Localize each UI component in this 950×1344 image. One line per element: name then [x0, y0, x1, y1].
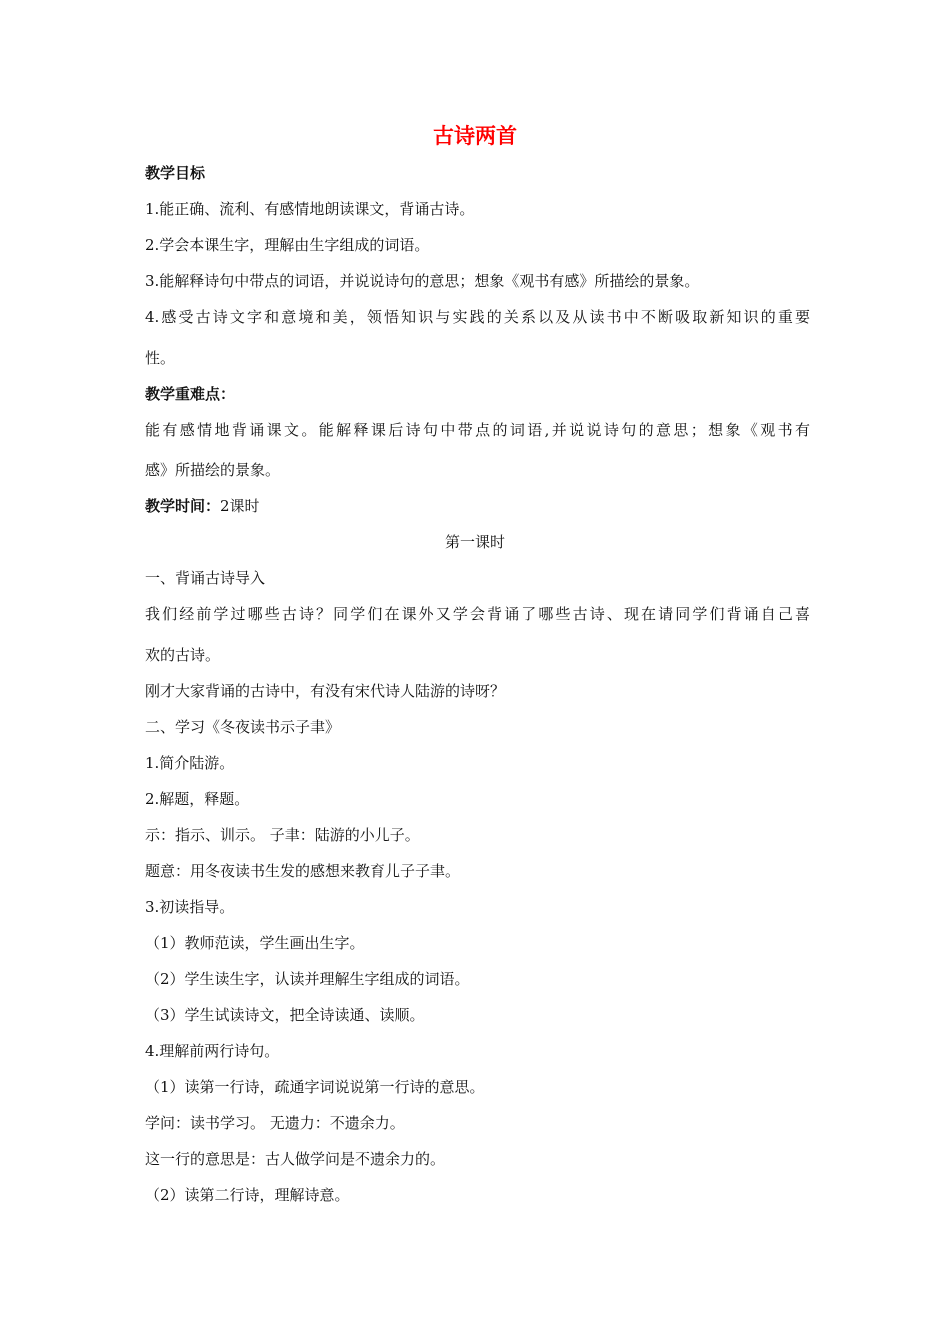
- body-line-5: 二、学习《冬夜读书示子聿》: [145, 718, 341, 736]
- goal-item-4: 4.感受古诗文字和意境和美，领悟知识与实践的关系以及从读书中不断吸取新知识的重要: [145, 308, 810, 326]
- goal-item-3: 3.能解释诗句中带点的词语，并说说诗句的意思；想象《观书有感》所描绘的景象。: [145, 272, 700, 290]
- goal-item-1: 1.能正确、流利、有感情地朗读课文，背诵古诗。: [145, 200, 475, 218]
- key-points-line-2: 感》所描绘的景象。: [145, 461, 281, 479]
- body-line-14: 4.理解前两行诗句。: [145, 1042, 280, 1060]
- goal-item-2: 2.学会本课生字，理解由生字组成的词语。: [145, 236, 430, 254]
- body-line-9: 题意：用冬夜读书生发的感想来教育儿子子聿。: [145, 862, 461, 880]
- goals-heading: 教学目标: [145, 164, 206, 182]
- teaching-time-label: 教学时间：: [145, 497, 221, 515]
- body-line-18: （2）读第二行诗，理解诗意。: [145, 1186, 350, 1204]
- body-line-7: 2.解题，释题。: [145, 790, 250, 808]
- body-line-4: 刚才大家背诵的古诗中，有没有宋代诗人陆游的诗呀？: [145, 682, 506, 700]
- body-line-2: 我们经前学过哪些古诗？同学们在课外又学会背诵了哪些古诗、现在请同学们背诵自己喜: [145, 605, 810, 623]
- key-points-heading: 教学重难点：: [145, 385, 236, 403]
- body-line-12: （2）学生读生字，认读并理解生字组成的词语。: [145, 970, 470, 988]
- teaching-time: [145, 495, 810, 517]
- body-line-6: 1.简介陆游。: [145, 754, 235, 772]
- body-line-13: （3）学生试读诗文，把全诗读通、读顺。: [145, 1006, 425, 1024]
- goal-item-4-continued: 性。: [145, 349, 176, 367]
- body-line-11: （1）教师范读，学生画出生字。: [145, 934, 365, 952]
- body-line-17: 这一行的意思是：古人做学问是不遗余力的。: [145, 1150, 446, 1168]
- teaching-time-value: 2课时: [220, 497, 260, 515]
- document-title: 古诗两首: [433, 124, 517, 148]
- body-line-15: （1）读第一行诗，疏通字词说说第一行诗的意思。: [145, 1078, 485, 1096]
- body-line-8: 示：指示、训示。 子聿：陆游的小儿子。: [145, 826, 420, 844]
- body-line-16: 学问：读书学习。 无遗力：不遗余力。: [145, 1114, 405, 1132]
- lesson-title: 第一课时: [444, 533, 505, 551]
- body-line-1: 一、背诵古诗导入: [145, 569, 266, 587]
- body-line-10: 3.初读指导。: [145, 898, 235, 916]
- key-points-line-1: 能有感情地背诵课文。能解释课后诗句中带点的词语,并说说诗句的意思；想象《观书有: [145, 421, 810, 439]
- body-line-3: 欢的古诗。: [145, 646, 221, 664]
